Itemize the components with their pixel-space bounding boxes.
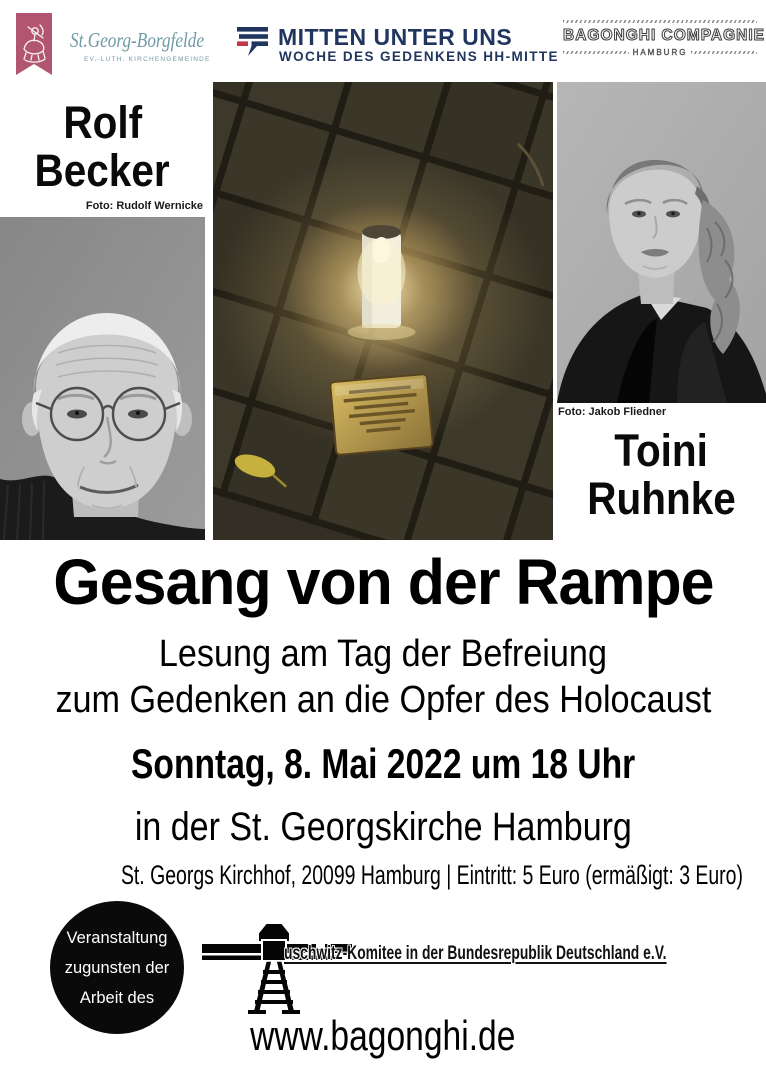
performer-right-first-name: Toini — [614, 425, 709, 476]
st-george-pennant-icon — [16, 13, 52, 75]
toini-ruhnke-photo — [557, 82, 766, 403]
event-subtitle-line2: zum Gedenken an die Opfer des Holocaust — [55, 679, 711, 721]
bagonghi-rule-right — [691, 51, 757, 54]
bagonghi-compagnie-logo — [563, 20, 765, 57]
mitten-unter-uns-subtitle: WOCHE DES GEDENKENS HH-MITTE — [279, 49, 559, 64]
st-georg-borgfelde-logo — [70, 28, 240, 63]
performer-right-last-name: Ruhnke — [587, 473, 736, 524]
watchtower-icon — [200, 920, 365, 1015]
rolf-becker-photo — [0, 217, 205, 540]
photo-credit-left: Foto: Rudolf Wernicke — [85, 200, 203, 212]
bagonghi-city: HAMBURG — [632, 48, 688, 57]
benefit-note-line3: Arbeit des — [79, 988, 155, 1007]
bagonghi-title: BAGONGHI COMPAGNIE — [563, 27, 765, 44]
event-address: St. Georgs Kirchhof, 20099 Hamburg | Eintritt: 5 Euro (ermäßigt: 3 Euro) — [120, 860, 743, 890]
event-datetime: Sonntag, 8. Mai 2022 um 18 Uhr — [130, 740, 636, 787]
website-url: www.bagonghi.de — [250, 1012, 516, 1059]
photo-credit-right: Foto: Jakob Fliedner — [558, 406, 667, 418]
performer-name-left — [0, 99, 205, 195]
st-georg-name: St.Georg-Borgfelde — [70, 28, 205, 52]
mitten-unter-uns-title: MITTEN UNTER UNS — [278, 24, 513, 50]
st-georg-subtitle: EV.-LUTH. KIRCHENGEMEINDE — [84, 56, 211, 63]
bagonghi-rule-left — [563, 51, 629, 54]
benefit-note-line2: zugunsten der — [64, 958, 170, 977]
bagonghi-top-rule — [563, 20, 757, 23]
event-title: Gesang von der Rampe — [52, 546, 714, 618]
event-subtitle-line1: Lesung am Tag der Befreiung — [158, 633, 608, 675]
performer-name-right — [557, 427, 766, 523]
auschwitz-committee-text: uschwitz-Komitee in der Bundesrepublik Deutschland e.V. — [284, 943, 667, 964]
benefit-note-line1: Veranstaltung — [66, 928, 168, 947]
memorial-candle-photo — [213, 82, 553, 540]
performer-left-last-name: Becker — [34, 145, 171, 196]
performer-left-first-name: Rolf — [63, 97, 142, 148]
mitten-flag-icon — [237, 27, 269, 57]
event-venue: in der St. Georgskirche Hamburg — [134, 805, 632, 849]
